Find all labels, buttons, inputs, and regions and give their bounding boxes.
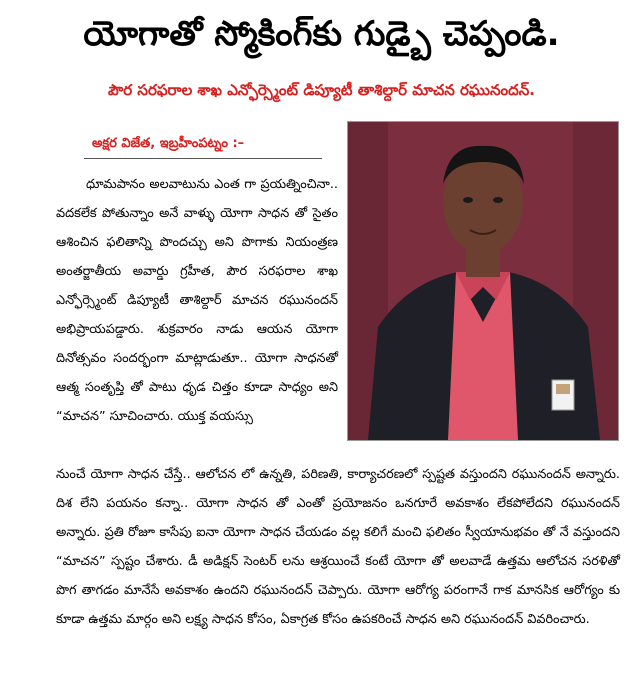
byline-divider [84,158,322,159]
article-body-narrow [56,170,338,460]
article-subheadline: పౌర సరఫరాల శాఖ ఎన్ఫోర్స్మెంట్ డిప్యూటీ తాశిల్దార్ మాచన రఘునందన్. [108,81,535,99]
portrait-illustration [348,122,618,440]
article-byline: అక్షర విజేత, ఇబ్రహీంపట్నం :– [92,136,245,151]
article-headline: యోగాతో స్మోకింగ్‌కు గుడ్బై చెప్పండి. [83,14,560,54]
article-body-wide [56,460,620,692]
article-paragraph-2: నుంచే యోగా సాధన చేస్తే.. ఆలోచన లో ఉన్నతి, పరిణతి, కార్యాచరణలో స్పష్టత వస్తుందని రఘునందన్ అన్నారు. దిశ లేని పయనం కన్నా.. యోగా సాధన తో ఎంతో ప్రయోజనం ఒనగూరే అవకాశం లేకపోలేదని రఘునందన్ అన్నారు. ప్రతి రోజూ కాసేపు ఐనా యోగా సాధన చేయడం వల్ల కలిగే మంచి ఫలితం స్వీయానుభవం తో నే వస్తుందని “మాచన” స్పష్టం చేశారు. డీ అడిక్షన్ సెంటర్ లను ఆశ్రయించే కంటే యోగా తో అలవాడే ఉత్తమ ఆలోచన సరళితో పొగ తాగడం మానేసే అవకాశం ఉందని రఘునందన్ చెప్పారు. యోగా ఆరోగ్య పరంగానే గాక మానసిక ఆరోగ్యం కు కూడా ఉత్తమ మార్గం అని లక్ష్య సాధన కోసం, ఏకాగ్రత కోసం ఉపకరించే సాధన అని రఘునందన్ వివరించారు. [56,467,620,627]
portrait-photo [347,121,619,441]
article-paragraph-1: ధూమపానం అలవాటును ఎంత గా ప్రయత్నించినా.. వదకలేక పోతున్నాం అనే వాళ్ళు యోగా సాధన తో సైతం ఆశించిన ఫలితాన్ని పొందచ్చు అని పొగాకు నియంత్రణ అంతర్జాతీయ అవార్డు గ్రహీత, పౌర సరఫరాల శాఖ ఎన్ఫోర్స్మెంట్ డిప్యూటీ తాశిల్దార్ మాచన రఘునందన్ అభిప్రాయపడ్డారు. శుక్రవారం నాడు ఆయన యోగా దినోత్సవం సందర్భంగా మాట్లాడుతూ.. యోగా సాధనతో ఆత్మ సంతృప్తి తో పాటు ధృడ చిత్తం కూడా సాధ్యం అని “మాచన” సూచించారు. యుక్త వయస్సు [56,177,338,424]
